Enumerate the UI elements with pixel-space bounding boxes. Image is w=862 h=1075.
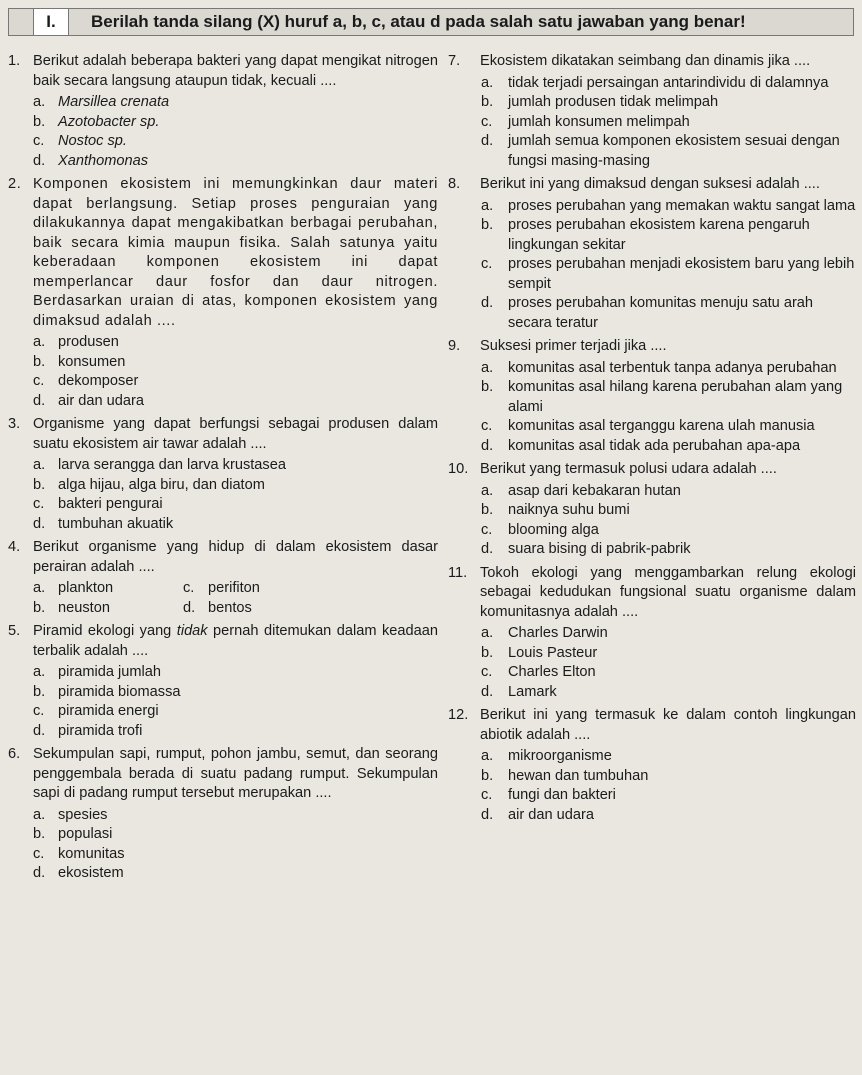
question-7: 7. Ekosistem dikatakan seimbang dan dinamis jika .... <box>448 52 856 72</box>
question-12: 12. Berikut ini yang termasuk ke dalam contoh lingkungan abiotik adalah .... <box>448 706 856 745</box>
option-5c[interactable]: c. piramida energi <box>33 703 159 719</box>
option-10a[interactable]: a. asap dari kebakaran hutan <box>481 482 681 499</box>
question-text: Berikut adalah beberapa bakteri yang dapat mengikat nitrogen baik secara langsung ataupun tidak, kecuali .... <box>33 53 438 89</box>
option-2a[interactable]: a. produsen <box>33 334 119 350</box>
option-6c[interactable]: c. komunitas <box>33 845 125 862</box>
option-3b[interactable]: b. alga hijau, alga biru, dan diatom <box>33 476 265 493</box>
option-1d[interactable]: d. Xanthomonas <box>33 152 149 169</box>
option-1a[interactable]: a. Marsillea crenata <box>33 94 170 110</box>
options-row-4a-c <box>8 579 438 599</box>
option-4c[interactable]: c. perifiton <box>183 580 260 596</box>
option-11a[interactable]: a. Charles Darwin <box>481 625 608 641</box>
option-9d[interactable]: d. komunitas asal tidak ada perubahan apa-apa <box>481 437 801 454</box>
option-4a[interactable]: a. plankton <box>33 580 114 596</box>
option-12d[interactable]: d. air dan udara <box>481 806 595 823</box>
option-12b[interactable]: b. hewan dan tumbuhan <box>481 767 649 784</box>
option-3c[interactable]: c. bakteri pengurai <box>33 496 163 512</box>
question-text: Berikut ini yang termasuk ke dalam contoh lingkungan abiotik adalah .... <box>480 707 856 743</box>
instruction-text: Berilah tanda silang (X) huruf a, b, c, atau d pada salah satu jawaban yang benar! <box>91 12 746 31</box>
option-5d[interactable]: d. piramida trofi <box>33 722 143 739</box>
question-text: Berikut organisme yang hidup di dalam ekosistem dasar perairan adalah .... <box>33 539 438 575</box>
option-10c[interactable]: c. blooming alga <box>481 521 599 538</box>
option-4d[interactable]: d. bentos <box>183 599 252 616</box>
option-4b[interactable]: b. neuston <box>33 599 110 616</box>
option-5a[interactable]: a. piramida jumlah <box>33 664 162 680</box>
option-2d[interactable]: d. air dan udara <box>33 392 145 409</box>
option-11c[interactable]: c. Charles Elton <box>481 664 596 680</box>
question-3: 3. Organisme yang dapat berfungsi sebagai produsen dalam suatu ekosistem air tawar adalah .... <box>8 415 438 454</box>
question-text: Berikut ini yang dimaksud dengan suksesi adalah .... <box>480 176 820 192</box>
option-11d[interactable]: d. Lamark <box>481 683 557 700</box>
question-text: Berikut yang termasuk polusi udara adalah .... <box>480 461 777 477</box>
section-number: I. <box>33 9 69 35</box>
question-2: 2. Komponen ekosistem ini memungkinkan daur materi dapat berlangsung. Setiap proses penguraian yang dilakukannya dapat mengakibatkan berbagai perubahan, baik secara kimia maupun fisika. Salah satunya yaitu keberadaan komponen ekosistem ini dapat memperlancar daur fosfor dan daur nitrogen. Berdasarkan uraian di atas, komponen ekosistem yang dimaksud adalah .... <box>8 175 438 331</box>
option-9c[interactable]: c. komunitas asal terganggu karena ulah manusia <box>481 418 815 434</box>
question-1: 1. Berikut adalah beberapa bakteri yang dapat mengikat nitrogen baik secara langsung ataupun tidak, kecuali .... <box>8 52 438 91</box>
question-text: Suksesi primer terjadi jika .... <box>480 338 667 354</box>
question-text: Ekosistem dikatakan seimbang dan dinamis jika .... <box>480 53 811 69</box>
left-column <box>8 52 438 884</box>
option-1c[interactable]: c. Nostoc sp. <box>33 133 127 149</box>
option-8c[interactable]: c. proses perubahan menjadi ekosistem baru yang lebih sempit <box>481 256 855 292</box>
question-5: 5. Piramid ekologi yang tidak pernah ditemukan dalam keadaan terbalik adalah .... <box>8 622 438 661</box>
option-1b[interactable]: b. Azotobacter sp. <box>33 113 160 130</box>
right-column <box>448 52 856 825</box>
options-row-4b-d <box>8 599 438 619</box>
option-7b[interactable]: b. jumlah produsen tidak melimpah <box>481 94 719 110</box>
option-7c[interactable]: c. jumlah konsumen melimpah <box>481 113 690 130</box>
question-text: Organisme yang dapat berfungsi sebagai produsen dalam suatu ekosistem air tawar adalah .... <box>33 416 438 452</box>
option-12c[interactable]: c. fungi dan bakteri <box>481 787 616 803</box>
option-5b[interactable]: b. piramida biomassa <box>33 683 181 700</box>
question-9: 9. Suksesi primer terjadi jika .... <box>448 337 856 357</box>
option-8a[interactable]: a. proses perubahan yang memakan waktu sangat lama <box>481 197 856 214</box>
option-3a[interactable]: a. larva serangga dan larva krustasea <box>33 457 286 473</box>
option-12a[interactable]: a. mikroorganisme <box>481 748 612 764</box>
instruction-header <box>8 8 854 36</box>
question-text: Komponen ekosistem ini memungkinkan daur materi dapat berlangsung. Setiap proses penguraian yang dilakukannya dapat mengakibatkan berbagai perubahan, baik secara kimia maupun fisika. Salah satunya yaitu keberadaan komponen ekosistem ini dapat memperlancar daur fosfor dan daur nitrogen. Berdasarkan uraian di atas, komponen ekosistem yang dimaksud adalah .... <box>33 176 438 329</box>
option-8d[interactable]: d. proses perubahan komunitas menuju satu arah secara teratur <box>481 295 814 331</box>
option-7a[interactable]: a. tidak terjadi persaingan antarindividu di dalamnya <box>481 74 829 91</box>
option-9b[interactable]: b. komunitas asal hilang karena perubahan alam yang alami <box>481 379 843 415</box>
option-9a[interactable]: a. komunitas asal terbentuk tanpa adanya perubahan <box>481 359 837 376</box>
option-6b[interactable]: b. populasi <box>33 826 113 842</box>
option-7d[interactable]: d. jumlah semua komponen ekosistem sesuai dengan fungsi masing-masing <box>481 133 840 169</box>
option-2b[interactable]: b. konsumen <box>33 353 126 370</box>
option-11b[interactable]: b. Louis Pasteur <box>481 644 598 661</box>
option-3d[interactable]: d. tumbuhan akuatik <box>33 515 174 532</box>
option-6d[interactable]: d. ekosistem <box>33 865 124 881</box>
question-6: 6. Sekumpulan sapi, rumput, pohon jambu, semut, dan seorang penggembala berada di suatu padang rumput. Sekumpulan sapi di padang rumput tersebut merupakan .... <box>8 745 438 804</box>
question-text: Piramid ekologi yang tidak pernah ditemukan dalam keadaan terbalik adalah .... <box>33 623 438 659</box>
question-4: 4. Berikut organisme yang hidup di dalam ekosistem dasar perairan adalah .... <box>8 538 438 577</box>
option-2c[interactable]: c. dekomposer <box>33 373 139 389</box>
option-10d[interactable]: d. suara bising di pabrik-pabrik <box>481 541 691 557</box>
option-6a[interactable]: a. spesies <box>33 806 108 823</box>
option-8b[interactable]: b. proses perubahan ekosistem karena pengaruh lingkungan sekitar <box>481 217 810 253</box>
question-11: 11. Tokoh ekologi yang menggambarkan relung ekologi sebagai kedudukan fungsional suatu organisme dalam komunitasnya adalah .... <box>448 564 856 623</box>
question-10: 10. Berikut yang termasuk polusi udara adalah .... <box>448 460 856 480</box>
question-8: 8. Berikut ini yang dimaksud dengan suksesi adalah .... <box>448 175 856 195</box>
option-10b[interactable]: b. naiknya suhu bumi <box>481 502 630 518</box>
question-text: Sekumpulan sapi, rumput, pohon jambu, semut, dan seorang penggembala berada di suatu padang rumput. Sekumpulan sapi di padang rumput tersebut merupakan .... <box>33 746 438 801</box>
question-text: Tokoh ekologi yang menggambarkan relung ekologi sebagai kedudukan fungsional suatu organisme dalam komunitasnya adalah .... <box>480 564 856 620</box>
